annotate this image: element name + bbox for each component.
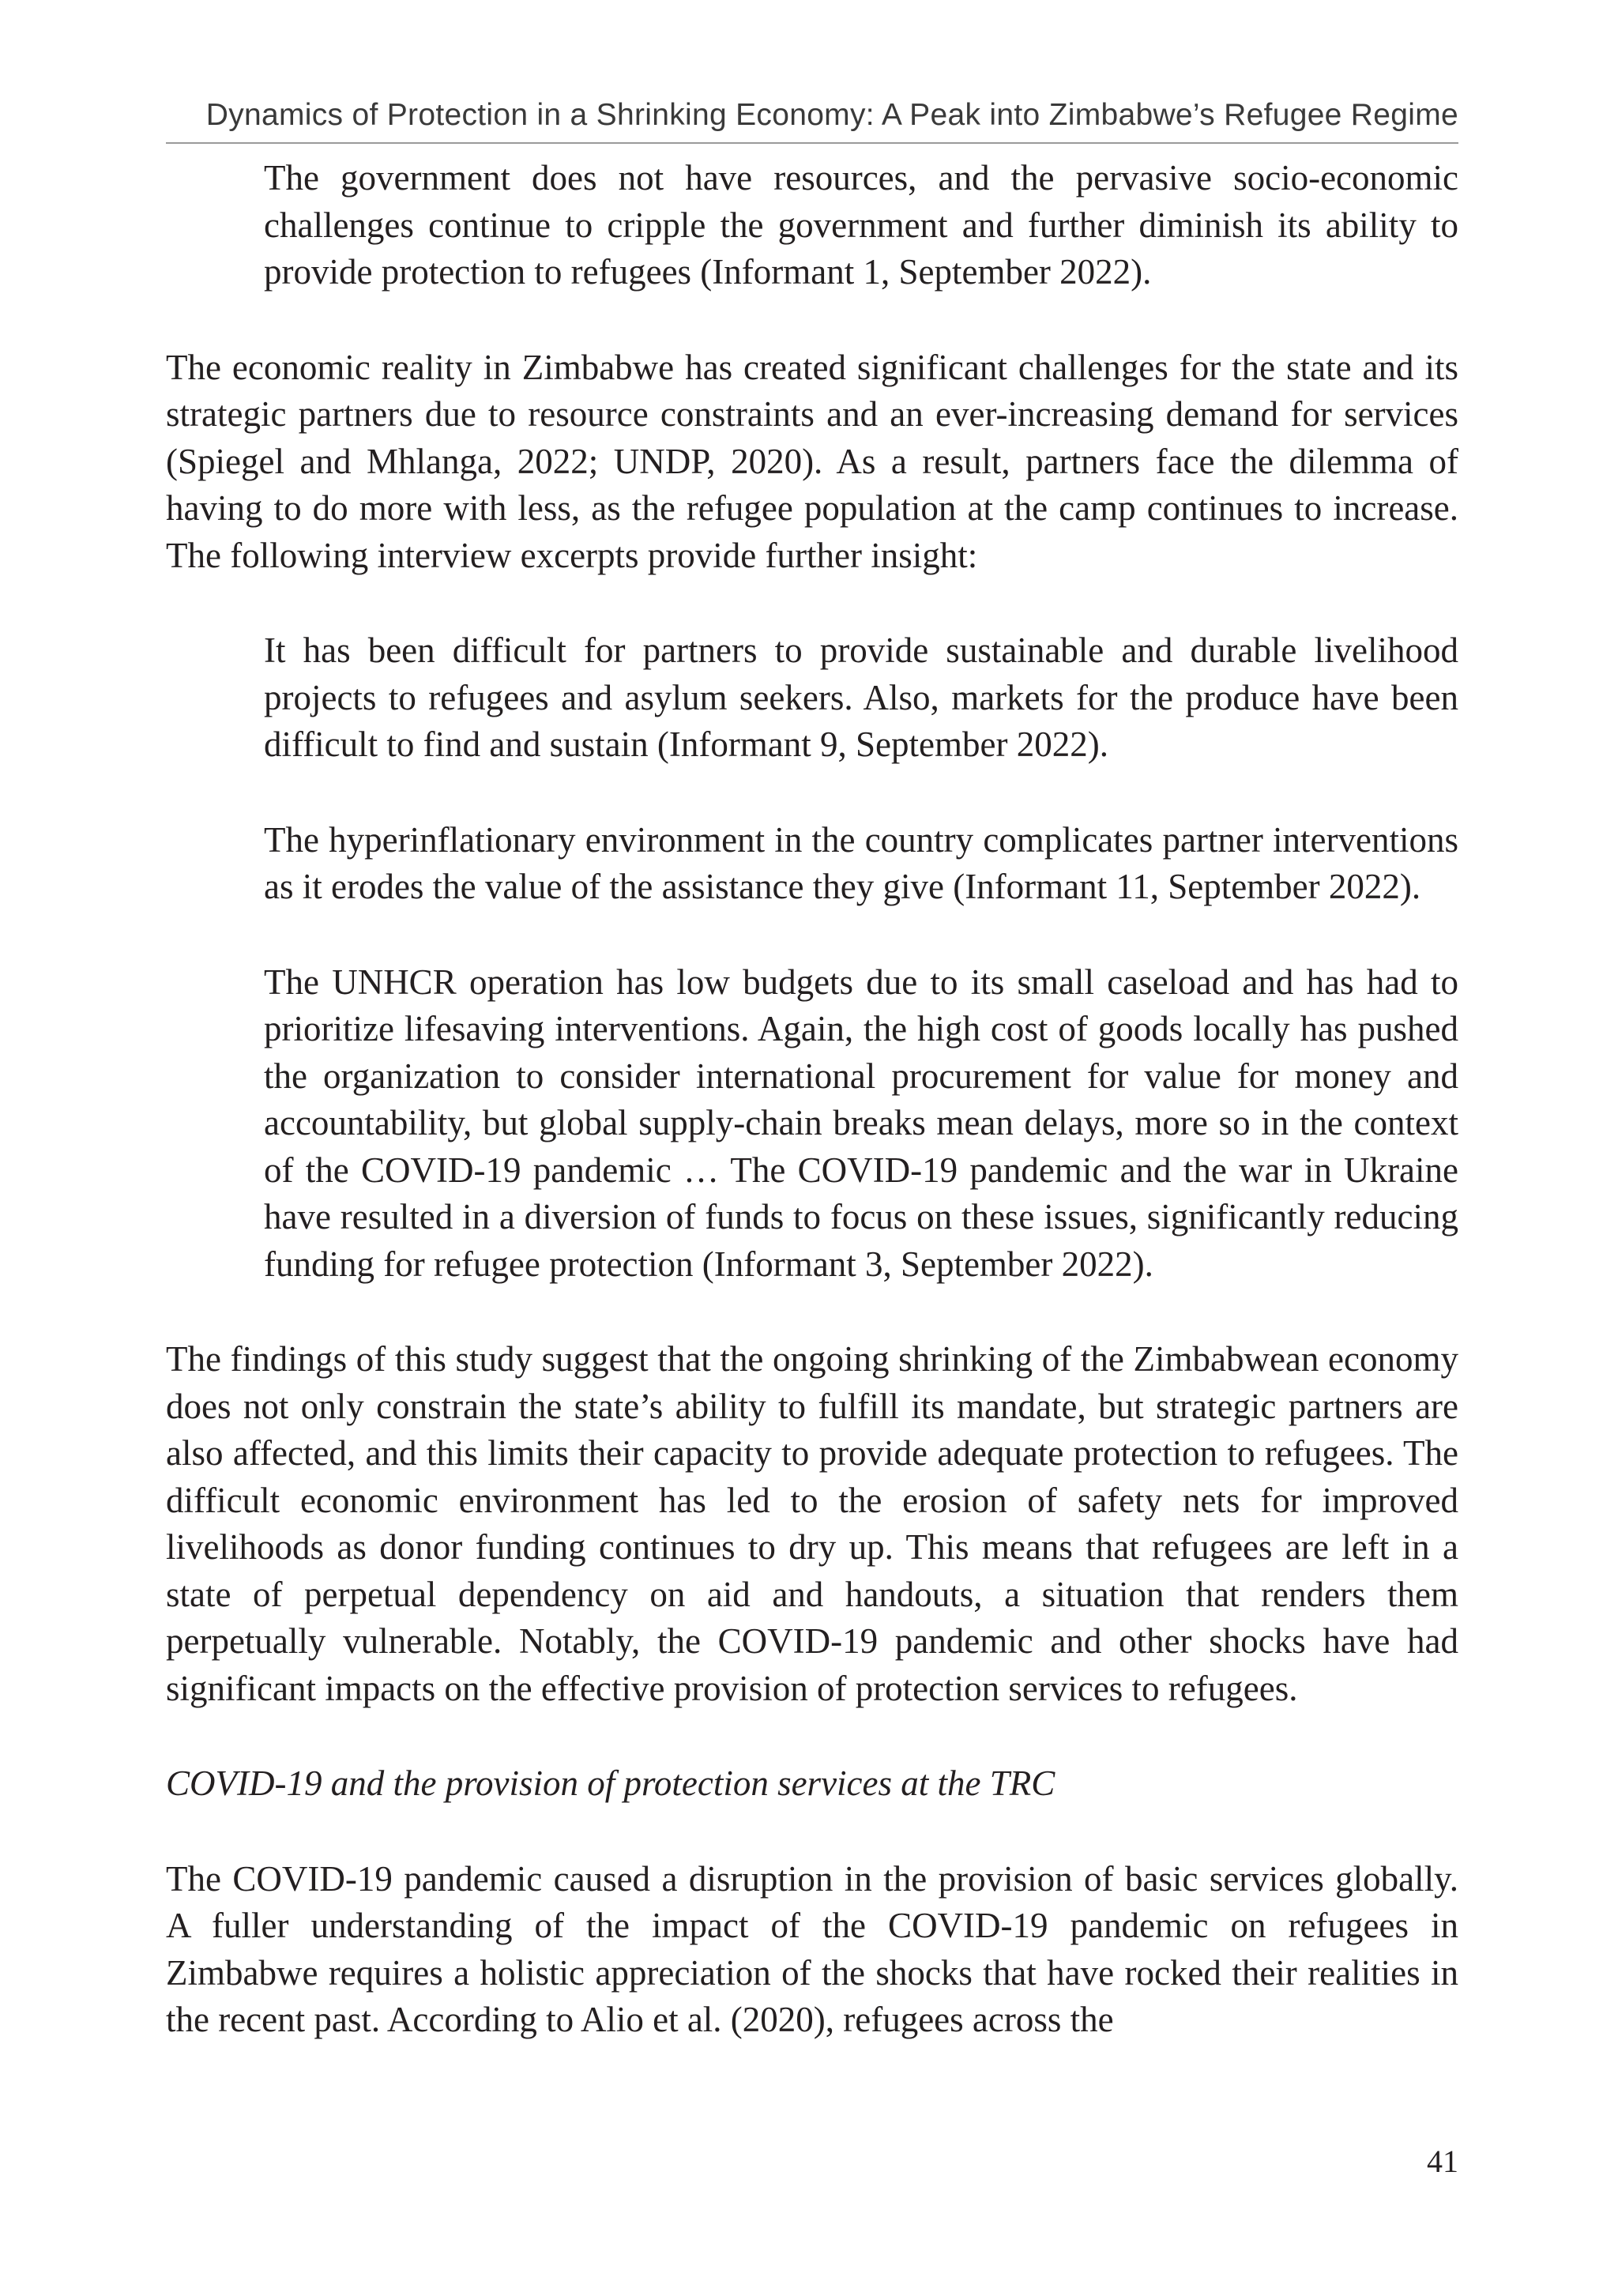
paragraph-covid-disruption: The COVID-19 pandemic caused a disruption in the provision of basic services globally. A fuller understanding of the impact of the COVID-19 pandemic on refugees in Zimbabwe requires a holistic appreciation of the shocks that have rocked their realities in the recent past. According to Alio et al. (2020), refugees across the (166, 1858, 1458, 2039)
block-quote-informant-11: The hyperinflationary environment in the country complicates partner interventions as it erodes the value of the assistance they give (Informant 11, September 2022). (264, 819, 1458, 906)
paragraph-economic-reality: The economic reality in Zimbabwe has created significant challenges for the state and its strategic partners due to resource constraints and an ever-increasing demand for services (Spiegel and Mhlanga, 2022; UNDP, 2020). As a result, partners face the dilemma of having to do more with less, as the refugee population at the camp continues to increase. The following interview excerpts provide further insight: (166, 347, 1458, 575)
block-quote-informant-1: The government does not have resources, and the pervasive socio-economic challenges continue to cripple the government and further diminish its ability to provide protection to refugees (Informant 1, September 2022). (264, 158, 1458, 292)
running-header: Dynamics of Protection in a Shrinking Economy: A Peak into Zimbabwe’s Refugee Regime (166, 95, 1458, 144)
body-text (166, 155, 1458, 2044)
block-quote-informant-9: It has been difficult for partners to provide sustainable and durable livelihood projects to refugees and asylum seekers. Also, markets for the produce have been difficult to find and sustain (Informant 9, September 2022). (264, 630, 1458, 764)
page-number: 41 (1427, 2144, 1458, 2179)
paragraph-findings: The findings of this study suggest that the ongoing shrinking of the Zimbabwean economy does not only constrain the state’s ability to fulfill its mandate, but strategic partners are also affected, and this limits their capacity to provide adequate protection to refugees. The difficult economic environment has led to the erosion of safety nets for improved livelihoods as donor funding continues to dry up. This means that refugees are left in a state of perpetual dependency on aid and handouts, a situation that renders them perpetually vulnerable. Notably, the COVID-19 pandemic and other shocks have had significant impacts on the effective provision of protection services to refugees. (166, 1339, 1458, 1708)
section-heading: COVID-19 and the provision of protection services at the TRC (166, 1763, 1055, 1803)
block-quote-informant-3: The UNHCR operation has low budgets due to its small caseload and has had to prioritize lifesaving interventions. Again, the high cost of goods locally has pushed the organization to consider international procurement for value for money and accountability, but global supply-chain breaks mean delays, more so in the context of the COVID-19 pandemic … The COVID-19 pandemic and the war in Ukraine have resulted in a diversion of funds to focus on these issues, significantly reducing funding for refugee protection (Informant 3, September 2022). (264, 962, 1458, 1284)
